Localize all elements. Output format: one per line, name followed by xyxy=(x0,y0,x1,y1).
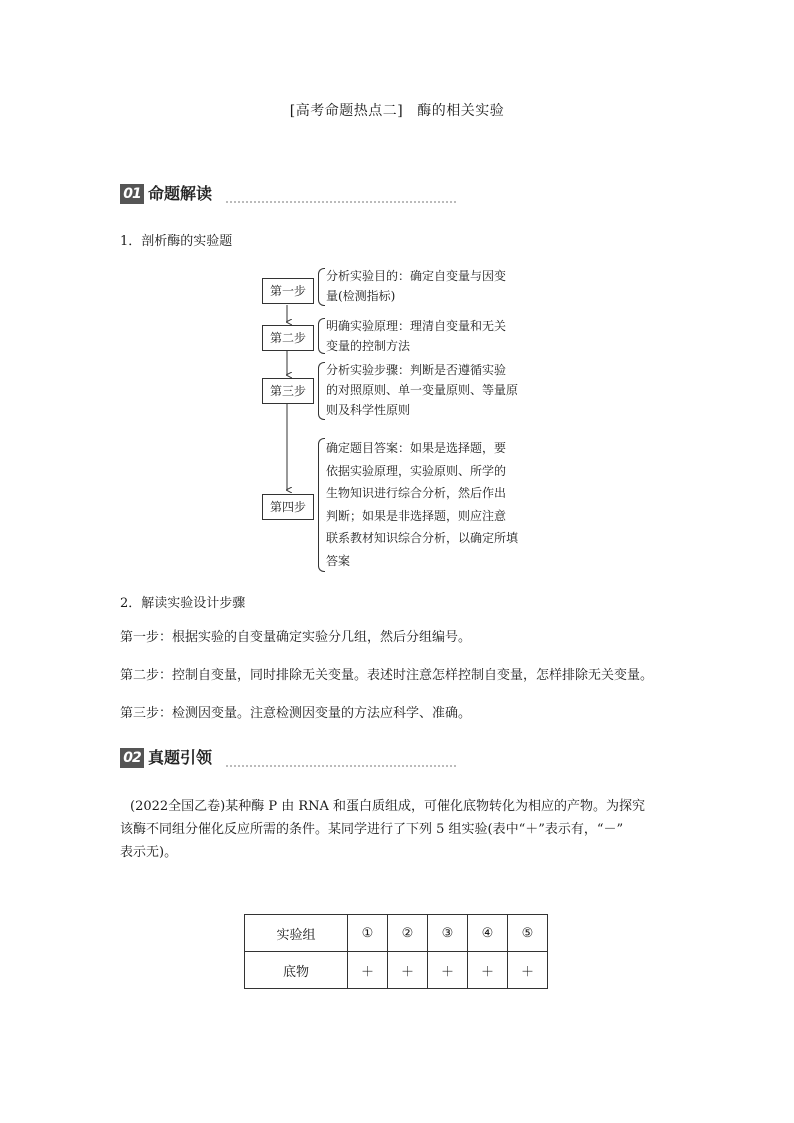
design-step-3: 第三步：检测因变量。注意检测因变量的方法应科学、准确。 xyxy=(120,706,472,721)
page-title xyxy=(0,100,794,120)
flow-step-box-4: 第四步 xyxy=(262,494,314,520)
table-cell: ③ xyxy=(428,915,468,952)
flow-step-box-1: 第一步 xyxy=(262,278,314,304)
table-cell: ＋ xyxy=(428,952,468,989)
table-cell: ＋ xyxy=(508,952,548,989)
section-header-1 xyxy=(120,183,456,207)
question-text xyxy=(120,795,700,864)
design-step-1: 第一步：根据实验的自变量确定实验分几组，然后分组编号。 xyxy=(120,630,472,645)
question-line: 表示无)。 xyxy=(120,845,178,860)
flow-step-text-3 xyxy=(326,360,536,420)
table-cell: 底物 xyxy=(245,952,348,989)
flow-brace-1 xyxy=(318,268,325,306)
flow-line: 明确实验原理：理清自变量和无关 xyxy=(326,319,507,333)
section-header-2 xyxy=(120,747,456,771)
section-number-badge: 01 xyxy=(120,184,144,204)
table-cell: ① xyxy=(348,915,388,952)
table-cell: ④ xyxy=(468,915,508,952)
title-prefix: [高考命题热点二] xyxy=(289,103,404,119)
flow-line: 确定题目答案：如果是选择题，要 xyxy=(326,441,507,455)
flow-line: 生物知识进行综合分析，然后作出 xyxy=(326,486,507,500)
flow-line: 变量的控制方法 xyxy=(326,339,411,353)
flow-step-text-2 xyxy=(326,316,536,356)
title-topic: 酶的相关实验 xyxy=(417,103,505,119)
section-divider xyxy=(226,201,456,203)
section-title: 命题解读 xyxy=(148,184,213,203)
question-line: (2022全国乙卷)某种酶 P 由 RNA 和蛋白质组成，可催化底物转化为相应的产物。为探究 xyxy=(130,799,646,814)
flow-step-box-2: 第二步 xyxy=(262,325,314,351)
item-heading-1: 1．剖析酶的实验题 xyxy=(120,234,233,249)
experiment-table xyxy=(244,914,548,989)
flow-step-text-1 xyxy=(326,266,536,306)
table-header-row xyxy=(245,915,548,952)
table-cell: ＋ xyxy=(388,952,428,989)
flow-line: 则及科学性原则 xyxy=(326,403,411,417)
table-cell: ＋ xyxy=(348,952,388,989)
table-cell: 实验组 xyxy=(245,915,348,952)
flow-brace-4 xyxy=(318,438,325,572)
table-cell: ② xyxy=(388,915,428,952)
flow-line: 依据实验原理，实验原则、所学的 xyxy=(326,463,507,478)
flow-line: 分析实验目的：确定自变量与因变 xyxy=(326,269,507,283)
flow-step-box-3: 第三步 xyxy=(262,378,314,404)
flow-line: 答案 xyxy=(326,553,351,568)
flow-line: 的对照原则、单一变量原则、等量原 xyxy=(326,383,519,397)
flow-line: 判断；如果是非选择题，则应注意 xyxy=(326,508,507,523)
flow-step-text-4 xyxy=(326,437,536,572)
flow-brace-3 xyxy=(318,362,325,420)
flow-line: 分析实验步骤：判断是否遵循实验 xyxy=(326,363,507,377)
flow-line: 量(检测指标) xyxy=(326,289,396,303)
section-number-badge: 02 xyxy=(120,748,144,768)
section-divider xyxy=(226,765,456,767)
question-line: 该酶不同组分催化反应所需的条件。某同学进行了下列 5 组实验(表中“＋”表示有，“－” xyxy=(120,822,624,837)
table-row xyxy=(245,952,548,989)
flow-brace-2 xyxy=(318,318,325,354)
table-cell: ⑤ xyxy=(508,915,548,952)
design-step-2: 第二步：控制自变量，同时排除无关变量。表述时注意怎样控制自变量，怎样排除无关变量。 xyxy=(120,668,654,683)
table-cell: ＋ xyxy=(468,952,508,989)
flow-line: 联系教材知识综合分析，以确定所填 xyxy=(326,531,519,545)
item-heading-2: 2．解读实验设计步骤 xyxy=(120,596,246,611)
section-title: 真题引领 xyxy=(148,748,213,767)
